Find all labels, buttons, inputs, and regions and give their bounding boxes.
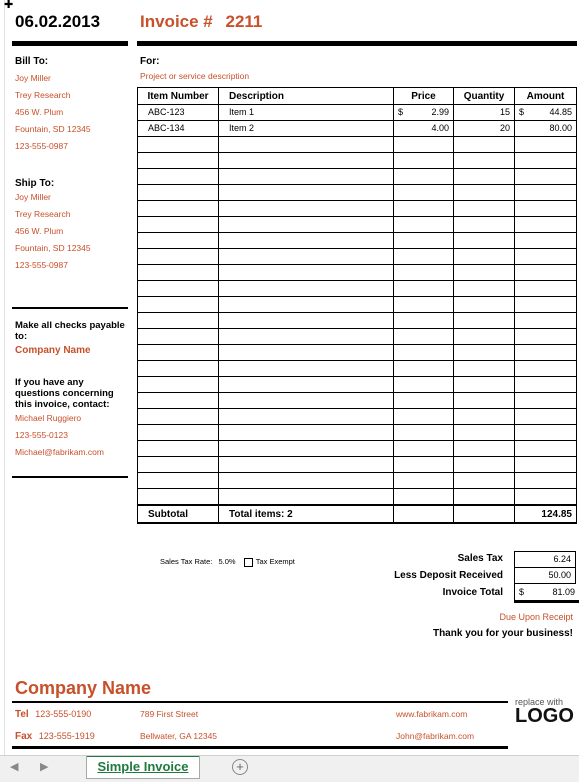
empty-cell[interactable] xyxy=(219,297,394,313)
empty-cell[interactable] xyxy=(219,473,394,489)
amount-value: 80.00 xyxy=(549,123,572,133)
logo-small-text: replace with xyxy=(515,697,564,707)
empty-cell[interactable] xyxy=(394,169,454,185)
sheet-tab-bar xyxy=(0,755,579,782)
scroll-right-icon[interactable]: ▶ xyxy=(40,761,49,773)
footer-bottom-rule xyxy=(12,746,508,749)
table-row[interactable] xyxy=(138,361,577,377)
empty-cell[interactable] xyxy=(219,249,394,265)
for-label: For: xyxy=(140,56,160,67)
empty-cell[interactable] xyxy=(515,185,577,201)
footer-fax xyxy=(15,731,95,742)
empty-cell[interactable] xyxy=(219,313,394,329)
empty-cell[interactable] xyxy=(138,217,219,233)
empty-cell[interactable] xyxy=(515,377,577,393)
empty-cell[interactable] xyxy=(515,329,577,345)
table-row[interactable] xyxy=(138,473,577,489)
empty-cell[interactable] xyxy=(138,185,219,201)
empty-cell[interactable] xyxy=(515,265,577,281)
empty-cell[interactable] xyxy=(138,489,219,506)
empty-cell[interactable] xyxy=(515,137,577,153)
empty-cell[interactable] xyxy=(394,457,454,473)
empty-cell[interactable] xyxy=(515,201,577,217)
footer-street: 789 First Street xyxy=(140,709,199,719)
empty-cell[interactable] xyxy=(394,425,454,441)
table-row[interactable] xyxy=(138,185,577,201)
empty-cell[interactable] xyxy=(394,313,454,329)
empty-cell[interactable] xyxy=(454,265,515,281)
empty-cell[interactable] xyxy=(454,233,515,249)
table-row[interactable] xyxy=(138,233,577,249)
empty-cell[interactable] xyxy=(454,393,515,409)
amount-value: 44.85 xyxy=(549,107,572,117)
empty-cell[interactable] xyxy=(454,409,515,425)
empty-cell[interactable] xyxy=(515,489,577,506)
footer-tel xyxy=(15,709,91,720)
empty-cell[interactable] xyxy=(515,233,577,249)
sheet-tab-label: Simple Invoice xyxy=(97,759,189,774)
empty-cell[interactable] xyxy=(515,441,577,457)
ship-to-phone: 123-555-0987 xyxy=(15,260,68,270)
empty-cell[interactable] xyxy=(394,329,454,345)
empty-cell[interactable] xyxy=(219,185,394,201)
empty-cell[interactable] xyxy=(394,345,454,361)
col-header-quantity: Quantity xyxy=(454,88,515,105)
table-row[interactable] xyxy=(138,425,577,441)
empty-cell[interactable] xyxy=(219,281,394,297)
empty-cell[interactable] xyxy=(219,137,394,153)
contact-email: Michael@fabrikam.com xyxy=(15,447,104,457)
empty-cell[interactable] xyxy=(394,153,454,169)
invoice-total-currency: $ xyxy=(519,587,525,597)
empty-cell[interactable] xyxy=(454,281,515,297)
amount-cell[interactable] xyxy=(515,105,577,121)
empty-cell[interactable] xyxy=(454,361,515,377)
thank-you-note: Thank you for your business! xyxy=(432,628,573,639)
empty-cell[interactable] xyxy=(138,473,219,489)
tax-exempt-label: Tax Exempt xyxy=(255,557,295,566)
empty-cell[interactable] xyxy=(454,249,515,265)
empty-cell[interactable] xyxy=(219,233,394,249)
empty-cell[interactable] xyxy=(454,441,515,457)
currency-symbol: $ xyxy=(398,107,404,117)
sheet-left-gutter xyxy=(0,0,5,755)
empty-cell[interactable] xyxy=(138,409,219,425)
empty-cell[interactable] xyxy=(454,473,515,489)
fax-label: Fax xyxy=(15,731,33,742)
empty-cell[interactable] xyxy=(138,313,219,329)
empty-cell[interactable] xyxy=(138,265,219,281)
empty-cell[interactable] xyxy=(394,137,454,153)
price-cell[interactable] xyxy=(394,105,454,121)
empty-cell[interactable] xyxy=(138,361,219,377)
empty-cell[interactable] xyxy=(394,249,454,265)
tax-exempt-checkbox[interactable] xyxy=(244,558,253,567)
invoice-label: Invoice # xyxy=(140,12,213,31)
empty-cell[interactable] xyxy=(394,201,454,217)
header-rule-left xyxy=(12,41,128,46)
empty-cell[interactable] xyxy=(394,185,454,201)
empty-cell[interactable] xyxy=(138,201,219,217)
empty-cell[interactable] xyxy=(394,361,454,377)
empty-cell[interactable] xyxy=(394,265,454,281)
table-row[interactable] xyxy=(138,137,577,153)
fax-value: 123-555-1919 xyxy=(38,731,95,741)
bill-to-name: Joy Miller xyxy=(15,73,51,83)
table-row[interactable] xyxy=(138,265,577,281)
empty-cell[interactable] xyxy=(394,377,454,393)
empty-cell[interactable] xyxy=(454,201,515,217)
deposit-value[interactable]: 50.00 xyxy=(514,567,576,584)
tel-label: Tel xyxy=(15,709,29,720)
add-sheet-icon[interactable]: + xyxy=(232,759,248,775)
contact-phone: 123-555-0123 xyxy=(15,430,68,440)
bill-to-heading: Bill To: xyxy=(15,56,49,67)
empty-cell[interactable] xyxy=(138,281,219,297)
tax-rate-value: 5.0% xyxy=(218,557,236,566)
empty-cell[interactable] xyxy=(138,345,219,361)
empty-cell[interactable] xyxy=(394,441,454,457)
empty-cell[interactable] xyxy=(515,473,577,489)
price-value: 4.00 xyxy=(431,123,449,133)
price-cell[interactable] xyxy=(394,121,454,137)
empty-cell[interactable] xyxy=(138,137,219,153)
table-row[interactable] xyxy=(138,121,577,137)
sales-tax-label: Sales Tax xyxy=(457,553,503,564)
logo-big-text: LOGO xyxy=(515,705,574,727)
empty-cell[interactable] xyxy=(219,393,394,409)
items-table xyxy=(137,87,577,524)
empty-cell[interactable] xyxy=(515,457,577,473)
empty-cell[interactable] xyxy=(515,249,577,265)
table-row[interactable] xyxy=(138,169,577,185)
empty-cell[interactable] xyxy=(394,473,454,489)
empty-cell[interactable] xyxy=(515,169,577,185)
empty-cell[interactable] xyxy=(219,441,394,457)
empty-cell[interactable] xyxy=(219,153,394,169)
empty-cell[interactable] xyxy=(394,233,454,249)
table-row[interactable] xyxy=(138,281,577,297)
empty-cell[interactable] xyxy=(138,233,219,249)
empty-cell[interactable] xyxy=(394,409,454,425)
table-header-row xyxy=(138,88,577,105)
empty-cell[interactable] xyxy=(394,217,454,233)
tax-rate-line xyxy=(160,557,295,567)
subtotal-empty-qty xyxy=(454,505,515,523)
col-header-item-number: Item Number xyxy=(138,88,219,105)
description-cell[interactable]: Item 1 xyxy=(219,105,394,121)
subtotal-row xyxy=(138,505,577,523)
subtotal-value: 124.85 xyxy=(515,505,577,523)
payment-terms: Due Upon Receipt xyxy=(499,612,573,622)
table-row[interactable] xyxy=(138,345,577,361)
table-row[interactable] xyxy=(138,201,577,217)
table-row[interactable] xyxy=(138,217,577,233)
col-header-price: Price xyxy=(394,88,454,105)
empty-cell[interactable] xyxy=(454,217,515,233)
invoice-total-label: Invoice Total xyxy=(442,587,503,598)
ship-to-heading: Ship To: xyxy=(15,178,55,189)
left-divider-1 xyxy=(12,307,128,309)
table-row[interactable] xyxy=(138,329,577,345)
empty-cell[interactable] xyxy=(515,361,577,377)
bill-to-street: 456 W. Plum xyxy=(15,107,64,117)
ship-to-name: Joy Miller xyxy=(15,192,51,202)
items-body xyxy=(138,105,577,506)
table-row[interactable] xyxy=(138,393,577,409)
footer-web: www.fabrikam.com xyxy=(396,709,468,719)
col-header-amount: Amount xyxy=(515,88,577,105)
empty-cell[interactable] xyxy=(515,153,577,169)
empty-cell[interactable] xyxy=(219,457,394,473)
footer-city: Bellwater, GA 12345 xyxy=(140,731,218,741)
table-row[interactable] xyxy=(138,153,577,169)
empty-cell[interactable] xyxy=(515,393,577,409)
table-row[interactable] xyxy=(138,297,577,313)
empty-cell[interactable] xyxy=(138,297,219,313)
empty-cell[interactable] xyxy=(138,441,219,457)
empty-cell[interactable] xyxy=(515,217,577,233)
table-row[interactable] xyxy=(138,377,577,393)
empty-cell[interactable] xyxy=(138,425,219,441)
empty-cell[interactable] xyxy=(454,137,515,153)
empty-cell[interactable] xyxy=(394,281,454,297)
empty-cell[interactable] xyxy=(138,153,219,169)
empty-cell[interactable] xyxy=(394,393,454,409)
empty-cell[interactable] xyxy=(219,377,394,393)
checks-heading: Make all checks payable to: xyxy=(15,320,125,342)
empty-cell[interactable] xyxy=(515,345,577,361)
table-row[interactable] xyxy=(138,489,577,506)
contact-heading: If you have any questions concerning this invoice, contact: xyxy=(15,377,114,410)
table-row[interactable] xyxy=(138,105,577,121)
empty-cell[interactable] xyxy=(454,297,515,313)
empty-cell[interactable] xyxy=(454,329,515,345)
sheet-tab-simple-invoice[interactable] xyxy=(86,756,200,779)
quantity-cell[interactable]: 15 xyxy=(454,105,515,121)
empty-cell[interactable] xyxy=(138,377,219,393)
logo-placeholder xyxy=(515,697,577,725)
empty-cell[interactable] xyxy=(454,153,515,169)
quantity-cell[interactable]: 20 xyxy=(454,121,515,137)
empty-cell[interactable] xyxy=(219,169,394,185)
scroll-left-icon[interactable]: ◀ xyxy=(10,761,19,773)
empty-cell[interactable] xyxy=(454,377,515,393)
invoice-total-value: 81.09 xyxy=(552,587,575,597)
empty-cell[interactable] xyxy=(454,457,515,473)
contact-name: Michael Ruggiero xyxy=(15,413,82,423)
footer-email: John@fabrikam.com xyxy=(396,731,475,741)
ship-to-company: Trey Research xyxy=(15,209,71,219)
bill-to-city: Fountain, SD 12345 xyxy=(15,124,91,134)
empty-cell[interactable] xyxy=(394,489,454,506)
empty-cell[interactable] xyxy=(515,281,577,297)
bill-to-company: Trey Research xyxy=(15,90,71,100)
currency-symbol: $ xyxy=(519,107,525,117)
ship-to-city: Fountain, SD 12345 xyxy=(15,243,91,253)
empty-cell[interactable] xyxy=(219,329,394,345)
invoice-number: 2211 xyxy=(225,12,263,31)
col-header-description: Description xyxy=(219,88,394,105)
empty-cell[interactable] xyxy=(138,457,219,473)
table-row[interactable] xyxy=(138,457,577,473)
amount-cell[interactable] xyxy=(515,121,577,137)
invoice-date: 06.02.2013 xyxy=(15,12,101,31)
empty-cell[interactable] xyxy=(515,409,577,425)
empty-cell[interactable] xyxy=(219,217,394,233)
empty-cell[interactable] xyxy=(454,345,515,361)
for-description: Project or service description xyxy=(140,71,250,81)
subtotal-label: Subtotal xyxy=(138,505,219,523)
footer-company-name: Company Name xyxy=(15,678,152,698)
empty-cell[interactable] xyxy=(454,169,515,185)
tax-rate-label: Sales Tax Rate: xyxy=(160,557,213,566)
empty-cell[interactable] xyxy=(138,329,219,345)
bill-to-phone: 123-555-0987 xyxy=(15,141,68,151)
header-rule-right xyxy=(137,41,577,46)
item-number-cell[interactable]: ABC-134 xyxy=(138,121,219,137)
empty-cell[interactable] xyxy=(138,249,219,265)
empty-cell[interactable] xyxy=(454,489,515,506)
empty-cell[interactable] xyxy=(219,425,394,441)
total-items: Total items: 2 xyxy=(219,505,394,523)
item-number-cell[interactable]: ABC-123 xyxy=(138,105,219,121)
table-row[interactable] xyxy=(138,249,577,265)
footer-rule xyxy=(12,701,508,703)
price-value: 2.99 xyxy=(431,107,449,117)
empty-cell[interactable] xyxy=(138,393,219,409)
sales-tax-value[interactable]: 6.24 xyxy=(514,551,576,568)
description-cell[interactable]: Item 2 xyxy=(219,121,394,137)
ship-to-street: 456 W. Plum xyxy=(15,226,64,236)
checks-company: Company Name xyxy=(15,345,91,356)
empty-cell[interactable] xyxy=(219,201,394,217)
empty-cell[interactable] xyxy=(515,425,577,441)
invoice-title xyxy=(140,12,262,32)
empty-cell[interactable] xyxy=(515,297,577,313)
empty-cell[interactable] xyxy=(219,409,394,425)
empty-cell[interactable] xyxy=(515,313,577,329)
empty-cell[interactable] xyxy=(394,297,454,313)
empty-cell[interactable] xyxy=(219,489,394,506)
cell-cursor-icon: ✚ xyxy=(4,0,14,11)
invoice-total-box xyxy=(514,584,579,603)
deposit-label: Less Deposit Received xyxy=(394,570,503,581)
table-row[interactable] xyxy=(138,441,577,457)
empty-cell[interactable] xyxy=(454,185,515,201)
table-row[interactable] xyxy=(138,409,577,425)
empty-cell[interactable] xyxy=(219,345,394,361)
empty-cell[interactable] xyxy=(454,425,515,441)
empty-cell[interactable] xyxy=(219,361,394,377)
empty-cell[interactable] xyxy=(138,169,219,185)
table-row[interactable] xyxy=(138,313,577,329)
subtotal-empty-price xyxy=(394,505,454,523)
tel-value: 123-555-0190 xyxy=(35,709,92,719)
empty-cell[interactable] xyxy=(454,313,515,329)
empty-cell[interactable] xyxy=(219,265,394,281)
left-divider-2 xyxy=(12,476,128,478)
